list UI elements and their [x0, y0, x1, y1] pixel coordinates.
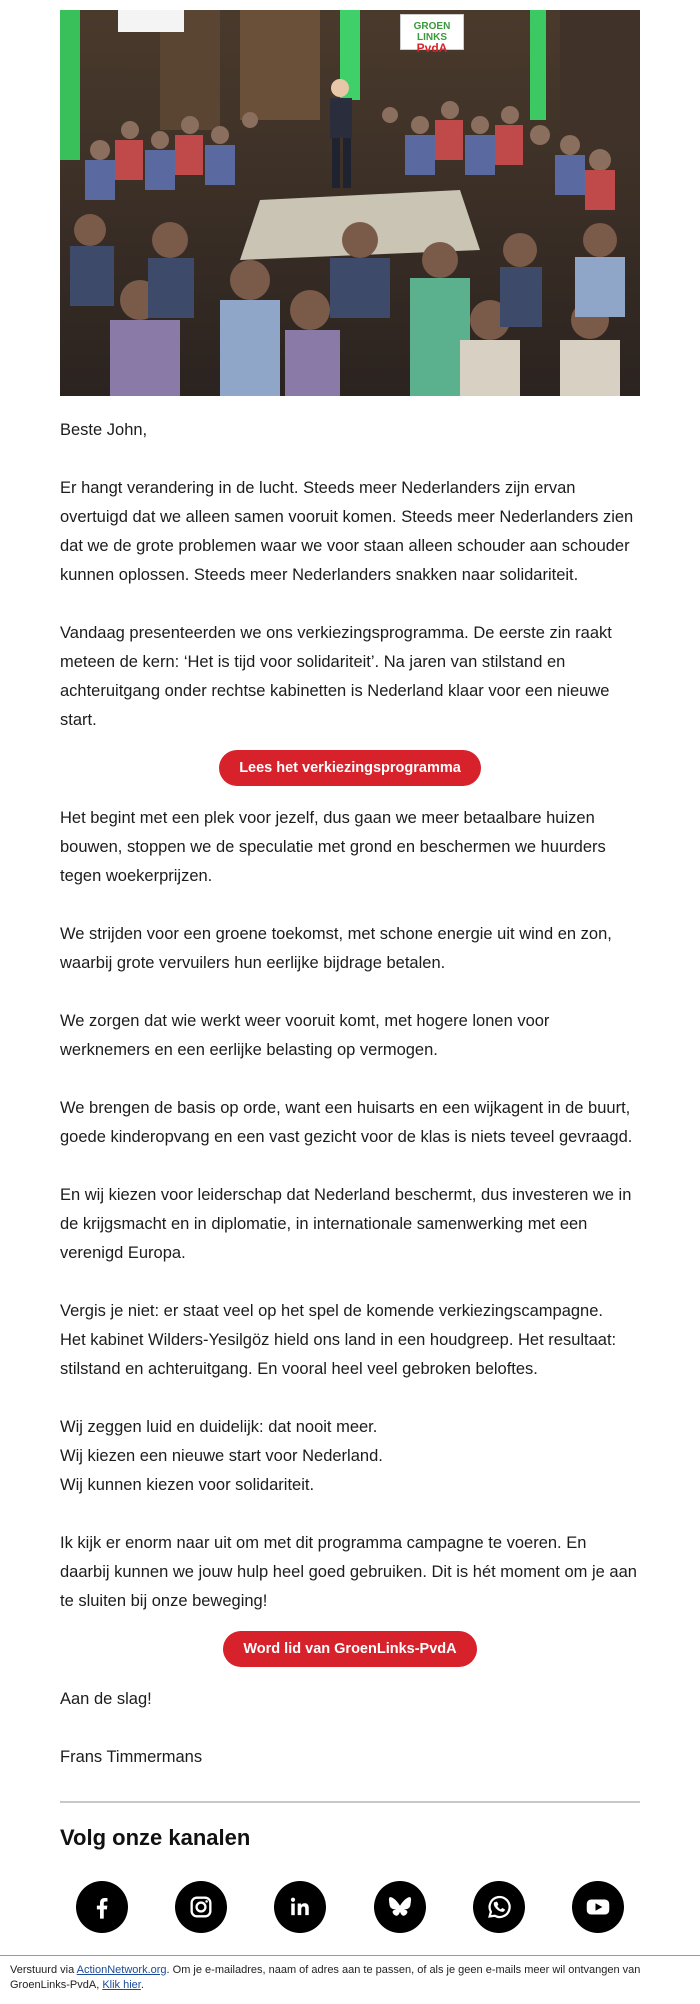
signoff: Aan de slag! [60, 1690, 152, 1708]
paragraph-work: We zorgen dat wie werkt weer vooruit komt, met hogere lonen voor werknemers en een eerlijke belasting op vermogen. [60, 1012, 550, 1059]
signature: Frans Timmermans [60, 1748, 203, 1766]
footer [10, 1963, 690, 1993]
paragraph-housing: Het begint met een plek voor jezelf, dus gaan we meer betaalbare huizen bouwen, stoppen we de speculatie met grond en beschermen we huurders tegen woekerprijzen. [60, 809, 606, 885]
paragraph-green: We strijden voor een groene toekomst, met schone energie uit wind en zon, waarbij grote vervuilers hun eerlijke bijdrage betalen. [60, 925, 612, 972]
cta-programme-wrap [60, 750, 640, 786]
warning-line-1: Vergis je niet: er staat veel op het spel de komende verkiezingscampagne. [60, 1302, 603, 1320]
pledge-line-2: Wij kiezen een nieuwe start voor Nederland. [60, 1447, 383, 1465]
email-body [60, 10, 640, 1933]
warning-line-2: Het kabinet Wilders-Yesilgöz hield ons land in een houdgreep. Het resultaat: stilstand en achteruitgang. En vooral heel veel gebroken beloftes. [60, 1331, 617, 1378]
party-logo-bottom: PvdA [416, 41, 448, 55]
footer-suffix: . [140, 1979, 144, 1991]
paragraph-closing: Ik kijk er enorm naar uit om met dit programma campagne te voeren. En daarbij kunnen we jouw hulp heel goed gebruiken. Dit is hét moment om je aan te sluiten bij onze beweging! [60, 1534, 637, 1610]
hero-image [60, 10, 640, 396]
pledge-line-3: Wij kunnen kiezen voor solidariteit. [60, 1476, 315, 1494]
party-logo [400, 14, 464, 55]
footer-prefix: Verstuurd via [10, 1964, 77, 1976]
paragraph-pledge [60, 1413, 640, 1500]
read-programme-button[interactable]: Lees het verkiezingsprogramma [219, 750, 481, 786]
instagram-icon[interactable] [175, 1881, 227, 1933]
divider [60, 1801, 640, 1803]
cta-join-wrap [60, 1631, 640, 1667]
party-logo-top: GROEN LINKS [413, 21, 451, 43]
facebook-icon[interactable] [76, 1881, 128, 1933]
greeting: Beste John, [60, 421, 148, 439]
email-content [60, 416, 640, 1772]
follow-title: Volg onze kanalen [60, 1825, 251, 1850]
paragraph-basics: We brengen de basis op orde, want een huisarts en een wijkagent in de buurt, goede kinderopvang en een vast gezicht voor de klas is niets teveel gevraagd. [60, 1099, 633, 1146]
youtube-icon[interactable] [572, 1881, 624, 1933]
whatsapp-icon[interactable] [473, 1881, 525, 1933]
join-party-button[interactable]: Word lid van GroenLinks-PvdA [223, 1631, 476, 1667]
unsubscribe-link[interactable]: Klik hier [102, 1979, 141, 1991]
pledge-line-1: Wij zeggen luid en duidelijk: dat nooit meer. [60, 1418, 378, 1436]
paragraph-leadership: En wij kiezen voor leiderschap dat Nederland beschermt, dus investeren we in de krijgsmacht en in diplomatie, in internationale samenwerking met een verenigd Europa. [60, 1186, 632, 1262]
bluesky-icon[interactable] [374, 1881, 426, 1933]
hero-illustration [60, 10, 640, 396]
actionnetwork-link[interactable]: ActionNetwork.org [76, 1964, 167, 1976]
footer-divider [0, 1955, 700, 1956]
social-links [60, 1881, 640, 1933]
paragraph-warning [60, 1297, 640, 1384]
footer-middle: . Om je e-mailadres, naam of adres aan te passen, of als je geen e-mails meer wil ontvangen van GroenLinks-PvdA, [10, 1964, 641, 1991]
paragraph-programme: Vandaag presenteerden we ons verkiezingsprogramma. De eerste zin raakt meteen de kern: ‘Het is tijd voor solidariteit’. Na jaren van stilstand en achteruitgang onder rechtse kabinetten is Nederland klaar voor een nieuwe start. [60, 624, 612, 729]
linkedin-icon[interactable] [274, 1881, 326, 1933]
paragraph-intro: Er hangt verandering in de lucht. Steeds meer Nederlanders zijn ervan overtuigd dat we alleen samen vooruit komen. Steeds meer Nederlanders zien dat we de grote problemen waar we voor staan alleen schouder aan schouder kunnen oplossen. Steeds meer Nederlanders snakken naar solidariteit. [60, 479, 634, 584]
